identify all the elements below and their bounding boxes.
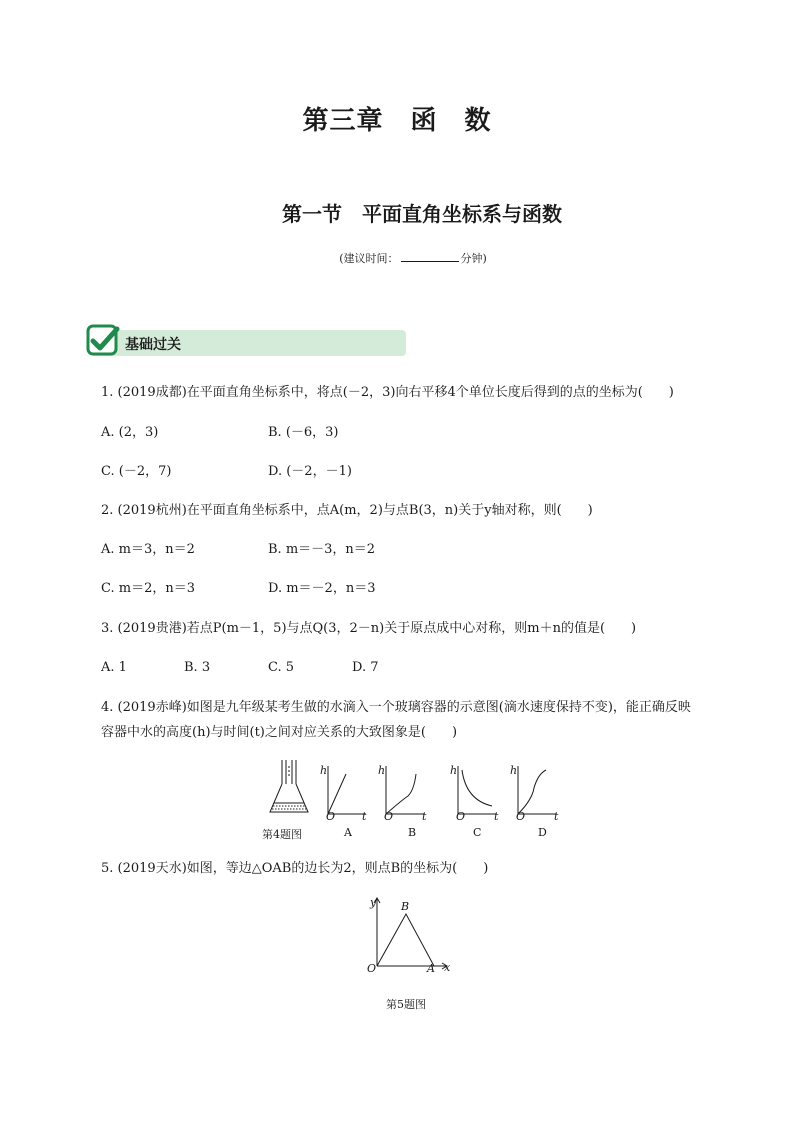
graph-a-origin-label: O [326,810,336,823]
q5-point-a-label: A [427,962,435,975]
q3-option-a[interactable]: A. 1 [101,660,127,675]
q2-option-d[interactable]: D. m＝－2，n＝3 [268,581,376,596]
chapter-title: 第三章 函 数 [302,106,492,136]
q5-triangle-figure [365,894,455,976]
q5-y-axis-label: y [370,896,377,909]
graph-d [518,766,556,814]
q2-option-b[interactable]: B. m＝－3，n＝2 [268,542,376,557]
graph-d-h-label: h [510,764,518,777]
banner-label: 基础过关 [125,337,181,353]
graph-d-t-label: t [554,810,559,823]
question-2: 2. (2019杭州)在平面直角坐标系中，点A(m，2)与点B(3，n)关于y轴对称，则( ) [101,503,593,518]
q4-figure-caption: 第4题图 [262,828,302,841]
graph-b-label: B [408,826,417,839]
question-3: 3. (2019贵港)若点P(m－1，5)与点Q(3，2－n)关于原点成中心对称，则m＋n的值是( ) [101,621,637,636]
q1-option-a[interactable]: A. (2，3) [101,425,159,440]
q2-option-a[interactable]: A. m＝3，n＝2 [101,542,195,557]
graph-d-label: D [538,826,547,839]
graph-b-origin-label: O [384,810,394,823]
checkmark-icon [86,324,120,358]
graph-b-h-label: h [378,764,386,777]
q3-option-b[interactable]: B. 3 [184,660,211,675]
q3-option-d[interactable]: D. 7 [352,660,379,675]
q5-x-axis-label: x [444,961,451,974]
q5-point-b-label: B [401,900,410,913]
graph-c [458,766,496,814]
section-banner [90,330,406,356]
graph-a [328,766,366,814]
section-title: 第一节 平面直角坐标系与函数 [282,202,562,226]
q3-option-c[interactable]: C. 5 [268,660,295,675]
q1-option-d[interactable]: D. (－2，－1) [268,464,352,479]
graph-c-label: C [473,826,482,839]
graph-c-t-label: t [494,810,499,823]
q1-option-b[interactable]: B. (－6，3) [268,425,339,440]
time-note-prefix: (建议时间： [339,252,399,265]
graph-a-h-label: h [320,764,328,777]
graph-a-label: A [344,826,352,839]
question-5: 5. (2019天水)如图，等边△OAB的边长为2，则点B的坐标为( ) [101,861,489,876]
graph-c-origin-label: O [456,810,466,823]
time-blank-field[interactable] [401,252,459,262]
q1-option-c[interactable]: C. (－2，7) [101,464,172,479]
question-1: 1. (2019成都)在平面直角坐标系中，将点(－2，3)向右平移4个单位长度后得到的点的坐标为( ) [101,385,674,400]
q5-origin-label: O [367,962,377,975]
graph-a-t-label: t [362,810,367,823]
question-4-line1: 4. (2019赤峰)如图是九年级某考生做的水滴入一个玻璃容器的示意图(滴水速度保持不变)，能正确反映 [101,700,691,715]
graph-b-t-label: t [422,810,427,823]
q5-figure-caption: 第5题图 [386,998,426,1011]
graph-d-origin-label: O [516,810,526,823]
glass-container-drawing [270,760,308,812]
graph-c-h-label: h [450,764,458,777]
graph-b [386,766,424,814]
suggested-time-note [0,250,794,266]
question-4-line2: 容器中水的高度(h)与时间(t)之间对应关系的大致图象是( ) [101,725,458,740]
q2-option-c[interactable]: C. m＝2，n＝3 [101,581,195,596]
time-note-suffix: 分钟) [460,252,487,265]
